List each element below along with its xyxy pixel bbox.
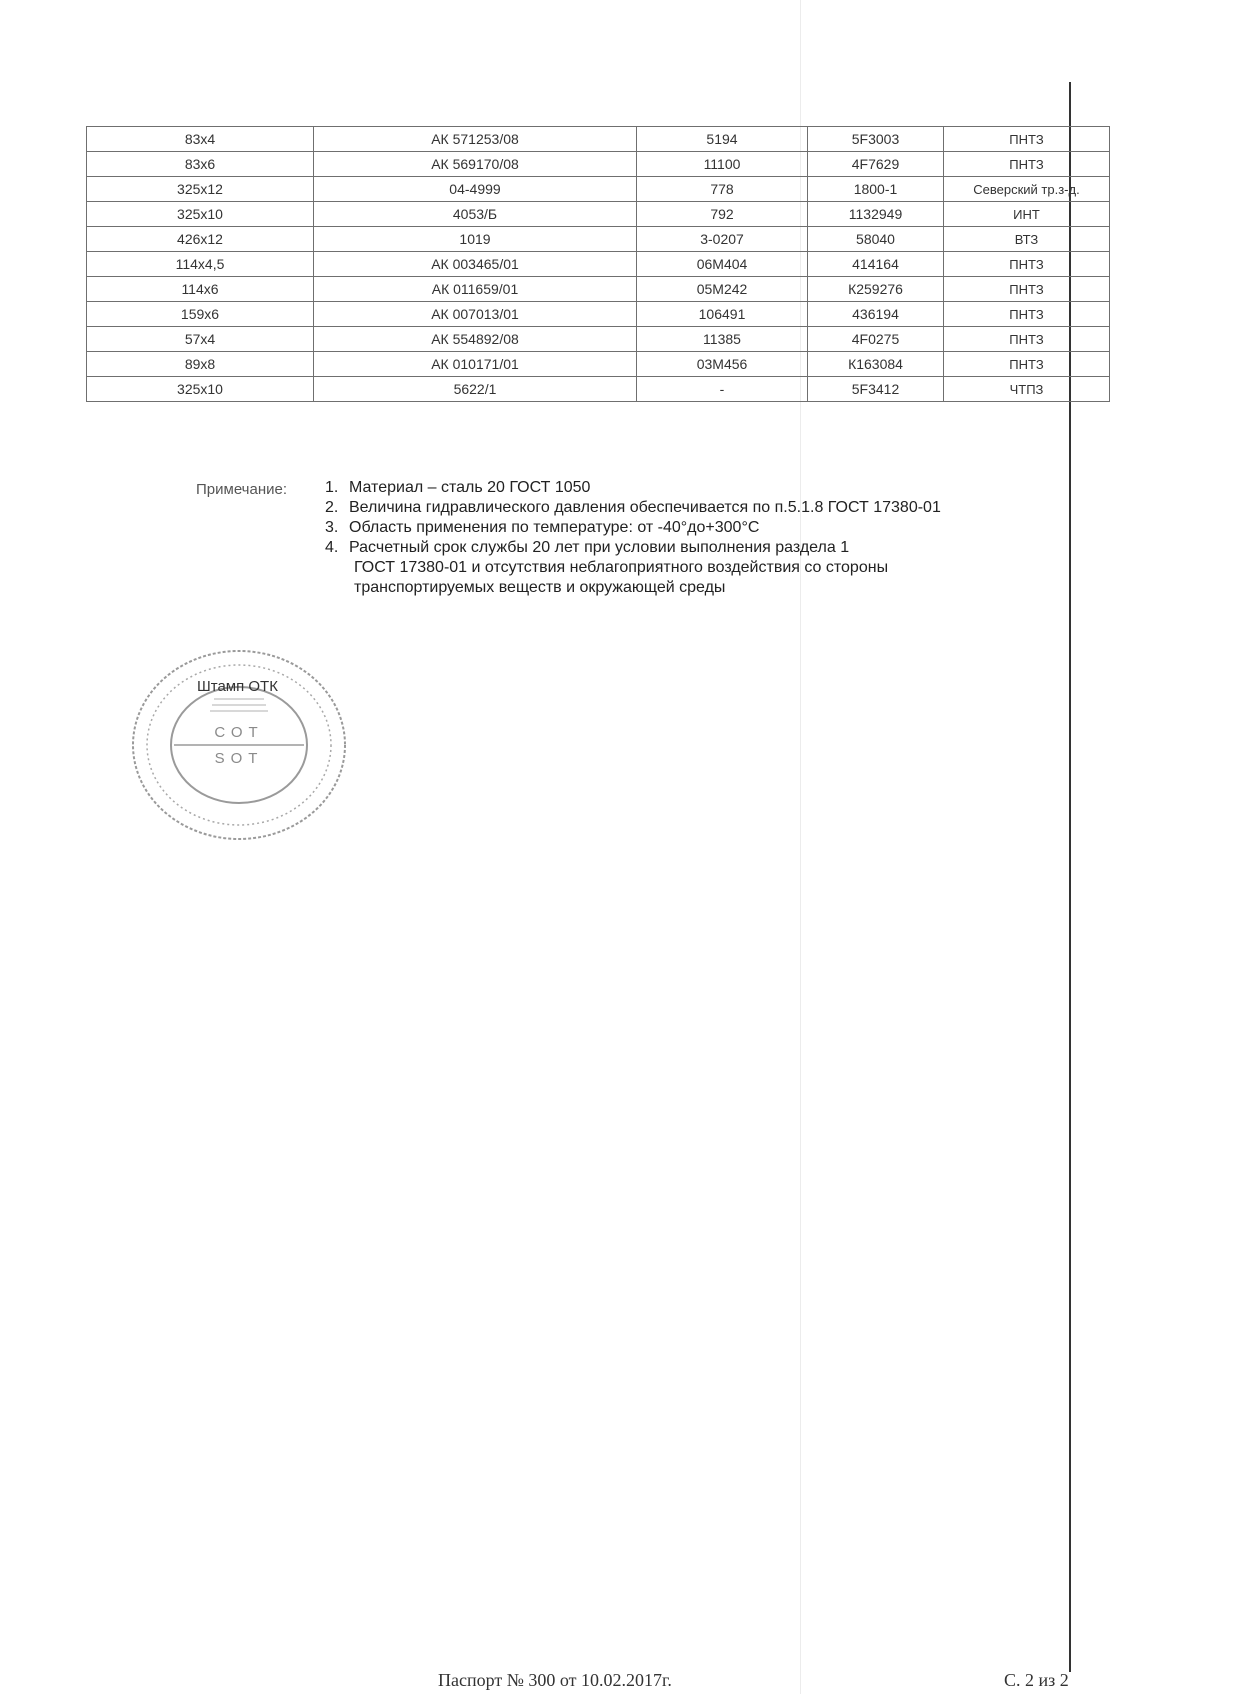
- table-cell: 4F0275: [808, 327, 944, 352]
- table-cell: 114x4,5: [87, 252, 314, 277]
- table-cell: ПНТЗ: [944, 252, 1110, 277]
- note-text: транспортируемых веществ и окружающей среды: [354, 579, 726, 596]
- otk-stamp: [128, 645, 350, 845]
- table-row: [87, 252, 1110, 277]
- table-cell: 5F3003: [808, 127, 944, 152]
- table-cell: ПНТЗ: [944, 302, 1110, 327]
- table-cell: 83x4: [87, 127, 314, 152]
- table-cell: АК 011659/01: [314, 277, 637, 302]
- table-cell: ПНТЗ: [944, 127, 1110, 152]
- table-row: [87, 377, 1110, 402]
- table-cell: 325x10: [87, 202, 314, 227]
- note-item: [325, 538, 941, 598]
- notes-label: Примечание:: [196, 481, 287, 498]
- table-cell: ПНТЗ: [944, 152, 1110, 177]
- note-item: [325, 518, 941, 538]
- table-cell: ПНТЗ: [944, 277, 1110, 302]
- table-row: [87, 177, 1110, 202]
- table-cell: АК 003465/01: [314, 252, 637, 277]
- table-cell: 436194: [808, 302, 944, 327]
- note-text: ГОСТ 17380-01 и отсутствия неблагоприятного воздействия со стороны: [354, 559, 889, 576]
- stamp-text-cyr: СОТ: [214, 724, 264, 741]
- table-row: [87, 302, 1110, 327]
- table-cell: 106491: [637, 302, 808, 327]
- table-cell: 5194: [637, 127, 808, 152]
- table-cell: 792: [637, 202, 808, 227]
- table-cell: 89x8: [87, 352, 314, 377]
- table-cell: 1019: [314, 227, 637, 252]
- table-cell: ПНТЗ: [944, 352, 1110, 377]
- table-row: [87, 152, 1110, 177]
- note-item: [325, 498, 941, 518]
- table-cell: 1132949: [808, 202, 944, 227]
- table-cell: АК 569170/08: [314, 152, 637, 177]
- table-cell: 426x12: [87, 227, 314, 252]
- table-cell: 11100: [637, 152, 808, 177]
- table-cell: 5622/1: [314, 377, 637, 402]
- table-row: [87, 352, 1110, 377]
- table-cell: 114x6: [87, 277, 314, 302]
- table-cell: ИНТ: [944, 202, 1110, 227]
- table-cell: -: [637, 377, 808, 402]
- table-cell: 1800-1: [808, 177, 944, 202]
- table-cell: АК 007013/01: [314, 302, 637, 327]
- table-row: [87, 277, 1110, 302]
- table-cell: 3-0207: [637, 227, 808, 252]
- table-row: [87, 202, 1110, 227]
- table-cell: 04-4999: [314, 177, 637, 202]
- passport-footer: Паспорт № 300 от 10.02.2017г.: [438, 1670, 672, 1690]
- stamp-label: Штамп ОТК: [197, 678, 278, 695]
- table-cell: 57x4: [87, 327, 314, 352]
- pipes-table: [86, 126, 1110, 402]
- table-cell: ПНТЗ: [944, 327, 1110, 352]
- table-cell: 325x10: [87, 377, 314, 402]
- table-cell: 4053/Б: [314, 202, 637, 227]
- table-cell: 778: [637, 177, 808, 202]
- table-cell: 414164: [808, 252, 944, 277]
- table-cell: 11385: [637, 327, 808, 352]
- table-cell: 05М242: [637, 277, 808, 302]
- table-cell: 159x6: [87, 302, 314, 327]
- table-cell: АК 554892/08: [314, 327, 637, 352]
- note-text: Материал – сталь 20 ГОСТ 1050: [349, 479, 591, 496]
- notes-list: [325, 478, 941, 598]
- table-row: [87, 127, 1110, 152]
- page-number: С. 2 из 2: [1004, 1670, 1069, 1690]
- table-row: [87, 327, 1110, 352]
- table-cell: ВТЗ: [944, 227, 1110, 252]
- table-cell: 06М404: [637, 252, 808, 277]
- note-number: 4.: [325, 539, 339, 556]
- note-text: Расчетный срок службы 20 лет при условии выполнения раздела 1: [349, 539, 850, 556]
- table-cell: К259276: [808, 277, 944, 302]
- note-item: [325, 478, 941, 498]
- table-row: [87, 227, 1110, 252]
- stamp-text-lat: SOT: [214, 750, 264, 767]
- note-number: 3.: [325, 519, 339, 536]
- table-cell: 03М456: [637, 352, 808, 377]
- note-text: Величина гидравлического давления обеспечивается по п.5.1.8 ГОСТ 17380-01: [349, 499, 941, 516]
- note-text: Область применения по температуре: от -40°до+300°С: [349, 519, 760, 536]
- table-cell: ЧТПЗ: [944, 377, 1110, 402]
- table-cell: АК 571253/08: [314, 127, 637, 152]
- table-cell: К163084: [808, 352, 944, 377]
- table-cell: Северский тр.з-д.: [944, 177, 1110, 202]
- table-cell: 58040: [808, 227, 944, 252]
- table-cell: 325x12: [87, 177, 314, 202]
- note-number: 2.: [325, 499, 339, 516]
- table-cell: 4F7629: [808, 152, 944, 177]
- table-cell: 5F3412: [808, 377, 944, 402]
- table-cell: АК 010171/01: [314, 352, 637, 377]
- note-number: 1.: [325, 479, 339, 496]
- table-cell: 83x6: [87, 152, 314, 177]
